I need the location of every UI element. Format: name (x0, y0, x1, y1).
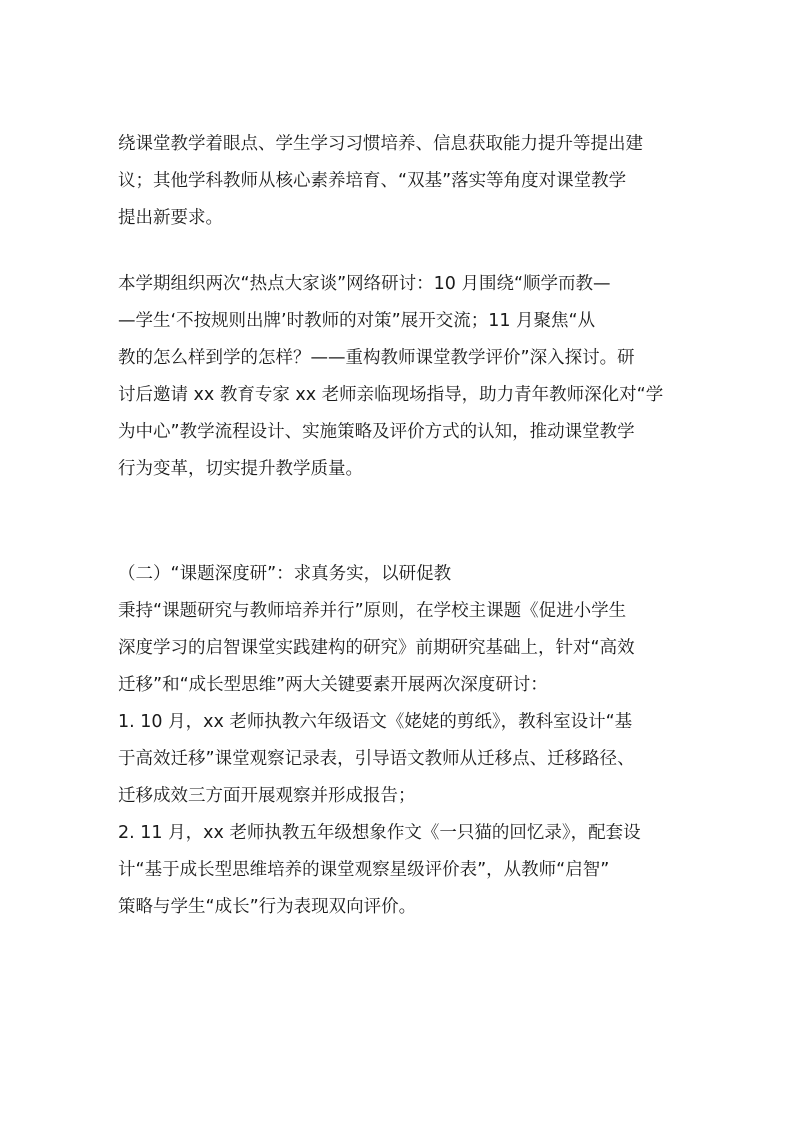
text-line: —学生‘不按规则出牌’时教师的对策”展开交流；11 月聚焦“从 (118, 311, 596, 331)
paragraph-core-literacy (118, 126, 678, 237)
text-line: 1. 10 月，xx 老师执教六年级语文《姥姥的剪纸》，教科室设计“基 (118, 712, 633, 732)
section-heading: （二）“课题深度研”：求真务实，以研促教 (118, 564, 452, 584)
text-line: 为中心”教学流程设计、实施策略及评价方式的认知，推动课堂教学 (118, 422, 635, 442)
text-line: 计“基于成长型思维培养的课堂观察星级评价表”，从教师“启智” (118, 860, 610, 880)
text-line: 本学期组织两次“热点大家谈”网络研讨：10 月围绕“顺学而教— (118, 274, 611, 294)
paragraph-research-intro (118, 593, 678, 704)
paragraph-online-seminar (118, 266, 678, 488)
text-line: 2. 11 月，xx 老师执教五年级想象作文《一只猫的回忆录》，配套设 (118, 823, 641, 843)
text-line: 讨后邀请 xx 教育专家 xx 老师亲临现场指导，助力青年教师深化对“学 (118, 385, 664, 405)
text-line: 议；其他学科教师从核心素养培育、“双基”落实等角度对课堂教学 (118, 171, 627, 191)
text-line: 策略与学生“成长”行为表现双向评价。 (118, 897, 417, 917)
list-item-1 (118, 704, 678, 815)
section-heading-block (118, 556, 678, 593)
list-item-2 (118, 815, 678, 926)
text-line: 于高效迁移”课堂观察记录表，引导语文教师从迁移点、迁移路径、 (118, 749, 635, 769)
text-line: 绕课堂教学着眼点、学生学习习惯培养、信息获取能力提升等提出建 (118, 134, 643, 154)
text-line: 教的怎么样到学的怎样？——重构教师课堂教学评价”深入探讨。研 (118, 348, 635, 368)
text-line: 提出新要求。 (118, 208, 223, 228)
text-line: 迁移成效三方面开展观察并形成报告； (118, 786, 416, 806)
text-line: 迁移”和“成长型思维”两大关键要素开展两次深度研讨： (118, 675, 548, 695)
text-line: 秉持“课题研究与教师培养并行”原则，在学校主课题《促进小学生 (118, 601, 627, 621)
text-line: 深度学习的启智课堂实践建构的研究》前期研究基础上，针对“高效 (118, 638, 635, 658)
text-line: 行为变革，切实提升教学质量。 (118, 459, 363, 479)
